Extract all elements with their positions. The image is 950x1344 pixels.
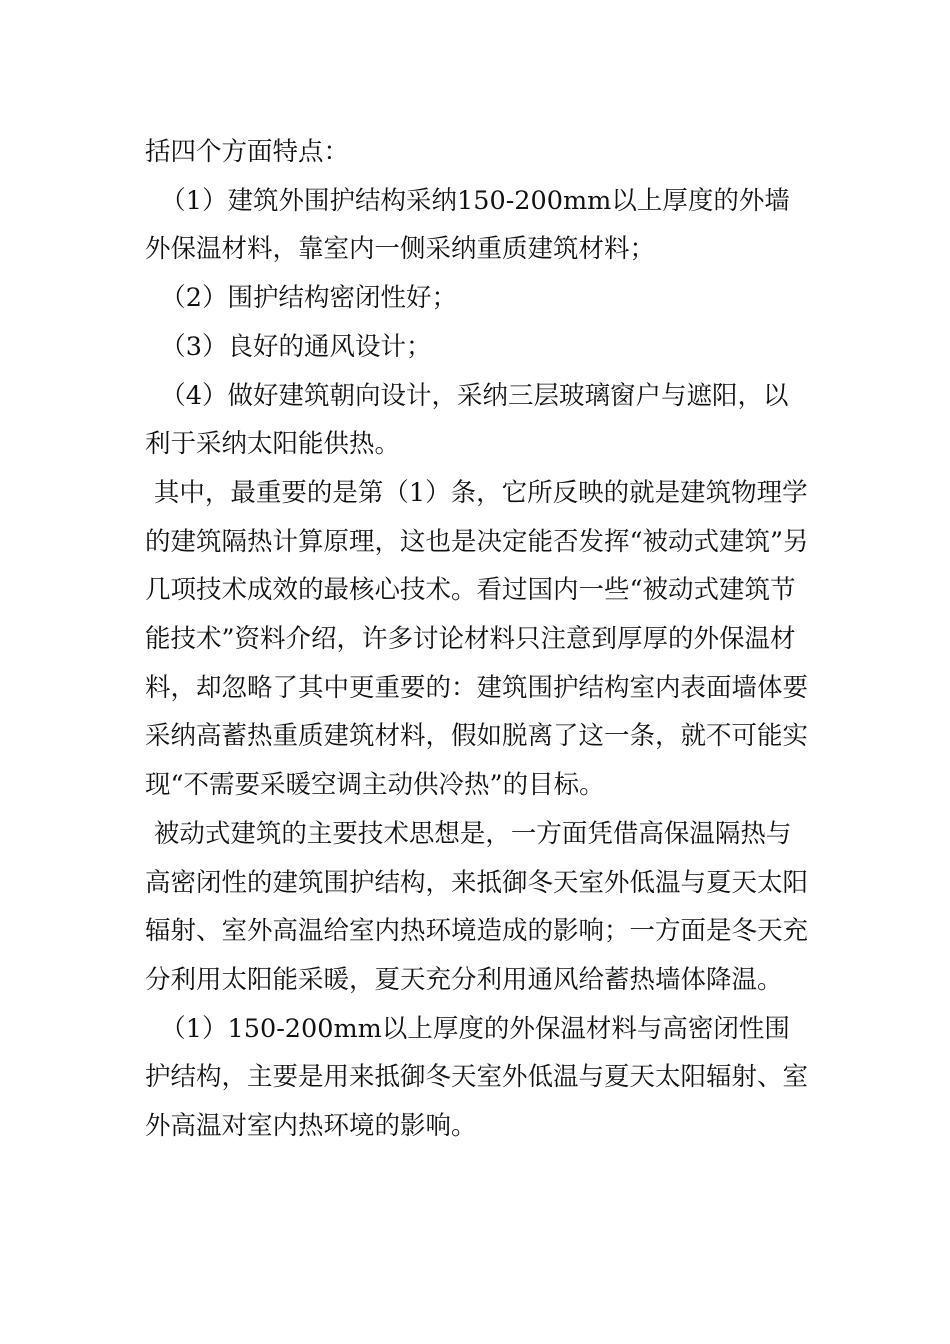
list-item-4: （4）做好建筑朝向设计，采纳三层玻璃窗户与遮阳，以利于采纳太阳能供热。 (145, 380, 789, 460)
list-item-1: （1）建筑外围护结构采纳150-200mm以上厚度的外墙外保温材料，靠室内一侧采纳重质建筑材料； (145, 185, 790, 265)
list-item-2: （2）围护结构密闭性好； (160, 283, 458, 314)
list-item-insulation: （1）150-200mm以上厚度的外保温材料与高密闭性围护结构，主要是用来抵御冬天室外低温与夏天太阳辐射、室外高温对室内热环境的影响。 (145, 1013, 809, 1142)
paragraph-key-point: 其中，最重要的是第（1）条，它所反映的就是建筑物理学的建筑隔热计算原理，这也是决定能否发挥“被动式建筑”另几项技术成效的最核心技术。看过国内一些“被动式建筑节能技术”资料介绍，许多讨论材料只注意到厚厚的外保温材料，却忽略了其中更重要的：建筑围护结构室内表面墙体要采纳高蓄热重质建筑材料，假如脱离了这一条，就不可能实现“不需要采暖空调主动供冷热”的目标。 (145, 477, 809, 801)
paragraph-technical-idea: 被动式建筑的主要技术思想是，一方面凭借高保温隔热与高密闭性的建筑围护结构，来抵御冬天室外低温与夏天太阳辐射、室外高温给室内热环境造成的影响；一方面是冬天充分利用太阳能采暖，夏天充分利用通风给蓄热墙体降温。 (145, 818, 809, 995)
document-body (145, 128, 810, 1151)
paragraph-intro: 括四个方面特点： (145, 137, 350, 167)
list-item-3: （3）良好的通风设计； (160, 331, 432, 362)
